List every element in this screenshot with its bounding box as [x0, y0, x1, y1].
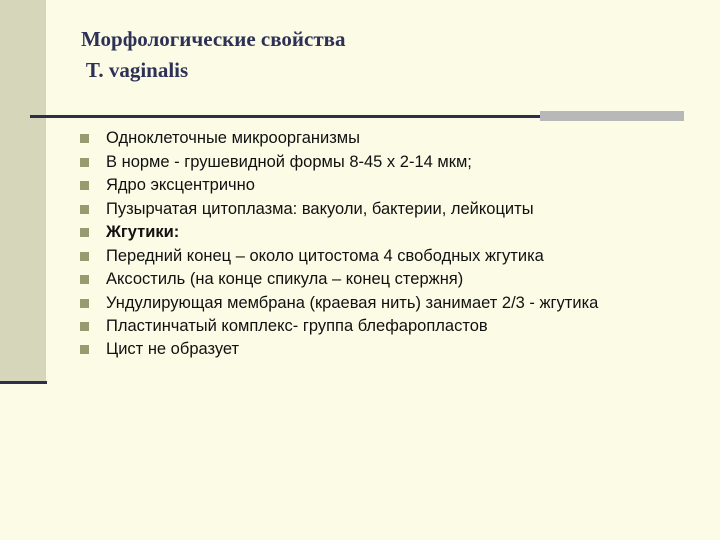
title-divider-accent [540, 111, 684, 121]
square-bullet-icon [80, 275, 89, 284]
title-line-2: T. vaginalis [81, 58, 189, 82]
square-bullet-icon [80, 299, 89, 308]
list-item-text: Ундулирующая мембрана (краевая нить) занимает 2/3 - жгутика [106, 293, 599, 312]
list-item [80, 315, 690, 339]
list-item-text: Передний конец – около цитостома 4 свободных жгутика [106, 246, 544, 265]
list-item-text: Жгутики: [106, 223, 180, 241]
side-band-rule [0, 381, 47, 384]
list-item [80, 268, 690, 292]
list-item [80, 198, 690, 222]
square-bullet-icon [80, 322, 89, 331]
list-item-text: Пузырчатая цитоплазма: вакуоли, бактерии, лейкоциты [106, 199, 534, 218]
list-item-text: Цист не образует [106, 340, 240, 358]
list-item-text: Пластинчатый комплекс- группа блефаропластов [106, 316, 488, 335]
square-bullet-icon [80, 134, 89, 143]
decorative-side-band [0, 0, 46, 383]
list-item [80, 338, 690, 362]
bullet-list [80, 127, 690, 362]
slide-title [81, 24, 681, 86]
square-bullet-icon [80, 345, 89, 354]
square-bullet-icon [80, 205, 89, 214]
square-bullet-icon [80, 181, 89, 190]
list-item [80, 151, 690, 175]
square-bullet-icon [80, 158, 89, 167]
square-bullet-icon [80, 228, 89, 237]
list-item [80, 174, 690, 198]
list-item [80, 292, 690, 315]
list-item [80, 127, 690, 151]
list-item-text: Ядро эксцентрично [106, 176, 255, 194]
list-item-text: Одноклеточные микроорганизмы [106, 129, 360, 147]
title-line-1: Морфологические свойства [81, 27, 346, 51]
list-item [80, 245, 690, 269]
list-item-text: В норме - грушевидной формы 8-45 х 2-14 мкм; [106, 152, 472, 171]
list-item-text: Аксостиль (на конце спикула – конец стержня) [106, 270, 464, 288]
title-divider-dark [30, 115, 540, 118]
list-item [80, 221, 690, 245]
square-bullet-icon [80, 252, 89, 261]
